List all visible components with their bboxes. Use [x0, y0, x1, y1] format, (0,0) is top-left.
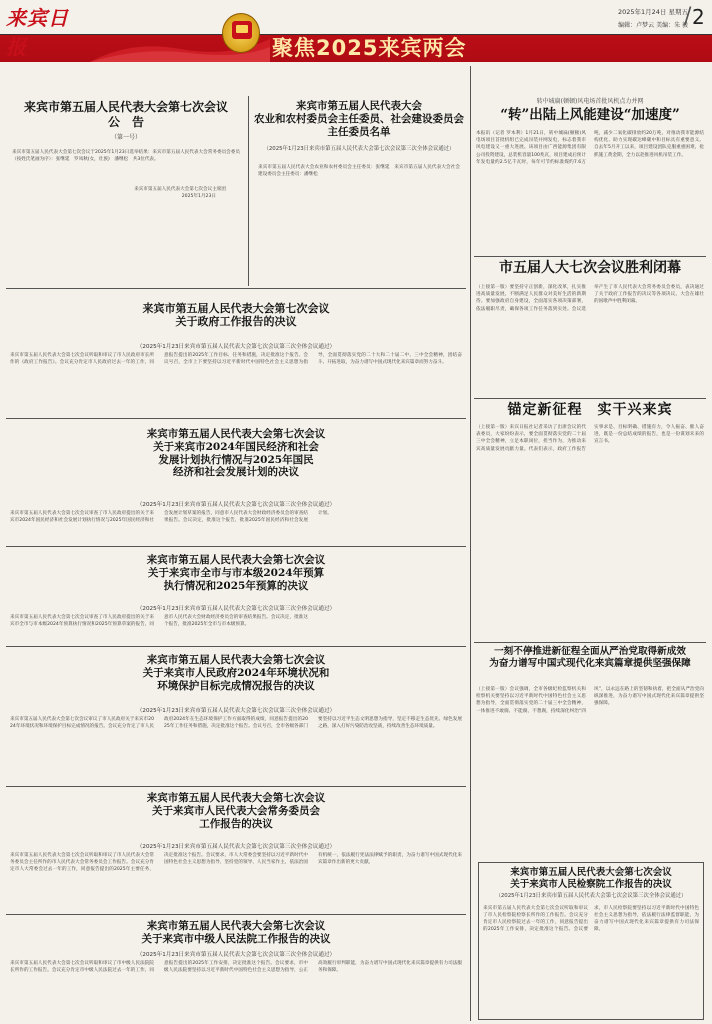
article-title: 一刻不停推进新征程全面从严治党取得新成效 [494, 646, 686, 657]
article-header [474, 646, 706, 682]
article-title: 锚定新征程 实干兴来宾 [507, 402, 673, 418]
npc-emblem-icon [222, 13, 260, 53]
article-body: （上接第一版）会议强调，全市各级纪检监察机关和检察机关要坚持以习近平新时代中国特色社会主义思想为指导，全面贯彻落实党的二十届三中全会精神，一体推进不敢腐、不能腐、不想腐，持续深化纠治“四风”，以永远在路上的坚韧和执着，把全面从严治党向纵深推进，为奋力谱写中国式现代化来宾篇章提供坚强保障。 [476, 687, 704, 714]
section-rule [6, 914, 466, 915]
article-title: 来宾市第五届人民代表大会第七次会议 [510, 867, 672, 878]
article-committee-list [252, 96, 466, 286]
signature-date: 2025年1月23日 [181, 193, 216, 199]
article-title: 环境保护目标完成情况报告的决议 [157, 679, 315, 692]
article-note: （2025年1月23日来宾市第五届人民代表大会第七次会议第三次全体会议通过） [136, 606, 336, 612]
article-title: 关于来宾市中级人民法院工作报告的决议 [141, 932, 331, 945]
date-line: 2025年1月24日 星期五 [617, 8, 688, 16]
article-title: 公 告 [107, 114, 144, 129]
article-title: 来宾市第五届人民代表大会第七次会议 [146, 792, 326, 804]
article-body: 来宾市第五届人民代表大会第七次会议审查了市人民政府提出的关于来宾市2024年国民经济和社会发展计划执行情况与2025年国民经济和社会发展计划草案的报告，同意市人民代表大会财政经济委员会的审查结果报告。会议决定，批准这个报告，批准2025年国民经济和社会发展计划。 [10, 511, 332, 524]
article-body: 来宾市第五届人民代表大会第七次会议听取和审议了市人民检察院检察长所作的工作报告。会议充分肯定市人民检察院过去一年的工作，同意报告提出的2025年工作安排，决定批准这个报告。会议要求，市人民检察院要坚持以习近平新时代中国特色社会主义思想为指导，依法履行法律监督职能，为奋力谱写中国式现代化来宾篇章提供有力司法保障。 [483, 905, 699, 933]
article-title: 来宾市第五届人民代表大会第七次会议 [146, 554, 326, 566]
article-title: 执行情况和2025年预算的决议 [163, 579, 309, 592]
page-slash: / [684, 4, 692, 29]
article-body: 来宾市第五届人民代表大会第七次会议听取和审议了市人民代表大会常务委员会主任所作的市人民代表大会常务委员会工作报告。会议充分肯定市人大常委会过去一年的工作，同意报告提出的2025年主要任务，决定批准这个报告。会议要求，市人大常委会要坚持以习近平新时代中国特色社会主义思想为指导，坚持党的领导、人民当家作主、依法治国有机统一，依法履行宪法法律赋予的职责，为奋力谱写中国式现代化来宾篇章作出新的更大贡献。 [10, 853, 462, 873]
article-note: （2025年1月23日来宾市第五届人民代表大会第七次会议第三次全体会议通过） [136, 502, 336, 508]
article-header [6, 550, 466, 612]
article-note: （2025年1月23日来宾市第五届人民代表大会第七次会议第三次全体会议通过） [263, 146, 455, 153]
section-rule [6, 786, 466, 787]
article-box [478, 862, 704, 1020]
article-body: 来宾市第五届人民代表大会第七次会议听取和审议了市人民政府市长所作的《政府工作报告》。会议充分肯定市人民政府过去一年的工作，同意报告提出的2025年工作目标、任务和措施，决定批准这个报告。会议号召，全市上下要坚持以习近平新时代中国特色社会主义思想为指导，全面贯彻落实党的二十大和二十届二中、三中全会精神，团结奋斗、开拓进取，为奋力谱写中国式现代化来宾篇章而努力奋斗。 [10, 353, 462, 366]
article-body: 来宾市第五届人民代表大会第七次会议听取和审议了市中级人民法院院长所作的工作报告。会议充分肯定市中级人民法院过去一年的工作，同意报告提出的2025年工作安排，决定批准这个报告。会议要求，市中级人民法院要坚持以习近平新时代中国特色社会主义思想为指导，公正高效履行审判职能，为奋力谱写中国式现代化来宾篇章提供有力司法服务和保障。 [10, 961, 462, 974]
article-title: 经济和社会发展计划的决议 [173, 466, 299, 479]
article-title: 关于政府工作报告的决议 [175, 315, 297, 329]
article-title: 来宾市第五届人民代表大会第七次会议 [23, 100, 228, 114]
section-rule [474, 256, 706, 257]
section-rule [474, 642, 706, 643]
banner-title: 聚焦2025来宾两会 [272, 36, 467, 60]
article-title: 工作报告的决议 [199, 817, 273, 830]
article-note: （2025年1月23日来宾市第五届人民代表大会第七次会议第三次全体会议通过） [136, 844, 336, 850]
article-header [6, 790, 466, 842]
article-title: 发展计划执行情况与2025年国民 [158, 453, 314, 466]
signature-org: 来宾市第五届人民代表大会第七次会议主席团 [134, 186, 226, 192]
article-title: 关于来宾市人民代表大会常务委员会 [152, 804, 320, 817]
article-title: 农业和农村委员会主任委员、社会建设委员会 [254, 112, 464, 125]
article-title: “转”出陆上风能建设“加速度” [500, 107, 680, 123]
section-rule [6, 646, 466, 647]
column-rule [248, 96, 249, 286]
article-header [6, 422, 466, 498]
article-header [6, 650, 466, 706]
article-note: （2025年1月23日来宾市第五届人民代表大会第七次会议第三次全体会议通过） [495, 893, 687, 900]
section-rule [6, 288, 466, 289]
article-body: 来宾市第五届人民代表大会第七次会议审查了市人民政府提出的关于来宾市全市与市本级2024年预算执行情况和2025年预算草案的报告，同意市人民代表大会财政经济委员会的审查结果报告。会议决定，批准这个报告，批准2025年全市与市本级预算。 [10, 615, 308, 628]
article-body: （上接第一版）来宾日报社记者采访了出席会议的代表委员，大家纷纷表示，要全面贯彻落实党的二十届三中全会精神，立足本职岗位，担当作为，为推动来宾高质量发展贡献力量。代表们表示，政府工作报告实事求是、目标明确、措施有力，令人振奋、催人奋进，既是一份总结成绩的报告，也是一份谋划未来的宣言书。 [476, 425, 704, 452]
article-title: 关于来宾市全市与市本级2024年预算 [147, 566, 325, 579]
article-title: 来宾市第五届人民代表大会第七次会议 [142, 302, 330, 315]
article-title: 关于来宾市2024年国民经济和社会 [153, 440, 319, 453]
article-body: 来宾市第五届人民代表大会第七次会议于2025年1月23日选举结果：来宾市第五届人民代表大会常务委员会委员（按姓氏笔画为序）：张继延 罗凤秋(女，壮族) 潘继松 共3位代表。 [12, 150, 240, 163]
paper-name: 来宾日报 [6, 6, 69, 59]
page-number: 2 [692, 5, 705, 29]
section-rule [474, 398, 706, 399]
article-note: （2025年1月23日来宾市第五届人民代表大会第七次会议第三次全体会议通过） [136, 708, 336, 714]
article-note: （2025年1月23日来宾市第五届人民代表大会第七次会议第三次全体会议通过） [136, 344, 336, 350]
article-title: 关于来宾市人民检察院工作报告的决议 [510, 878, 672, 890]
editor-line: 编辑：卢梦云 美编：朱 毅 [618, 22, 688, 29]
article-title: 市五届人大七次会议胜利闭幕 [499, 260, 681, 276]
article-header [6, 918, 466, 952]
section-rule [6, 546, 466, 547]
article-title: 来宾市第五届人民代表大会第七次会议 [146, 654, 326, 666]
article-title: 主任委员名单 [327, 125, 391, 138]
article-body: （上接第一版）要坚持守正创新，深化改革，扎实推进高质量发展，不断满足人民群众对美好生活的新期待。要加强政府自身建设，全面落实各项决策部署，依法履职尽责，确保各项工作任务落到实处。会议选举产生了市人民代表大会常务委员会委员，表决通过了关于政府工作报告的决议等各项决议。大会在雄壮的国歌声中胜利闭幕。 [476, 285, 704, 312]
article-note: （2025年1月23日来宾市第五届人民代表大会第七次会议第三次全体会议通过） [136, 952, 336, 958]
article-header [6, 292, 466, 342]
section-rule [6, 418, 466, 419]
article-title: 关于来宾市人民政府2024年环境状况和 [142, 666, 330, 679]
article-kicker: 转中城扁(顿顿)风电场首批风机点力并网 [536, 98, 644, 105]
article-subtitle: （第一号） [110, 134, 141, 142]
article-title: 来宾市第五届人民代表大会第七次会议 [146, 920, 326, 932]
article-body: 来宾市第五届人民代表大会农业和农村委员会主任委员：张继延 来宾市第五届人民代表大会社会建设委员会主任委员：潘继松 [258, 164, 460, 178]
article-announcement [6, 96, 246, 286]
column-rule [470, 66, 471, 1021]
article-body: 本报讯（记者 罗本利）1月21日，转中城扁(顿顿)风电场项目首批机组已完成吊装并网发电，标志着我市风电建设又一重大进展。该项目由广西能源集团有限公司投资建设，总装机容量100兆瓦，项目建成后预计年发电量约2.5亿千瓦时，每年可节约标准煤约7.6万吨，减少二氧化碳排放约20万吨，对推动我市能源结构优化、助力实现碳达峰碳中和目标具有重要意义。自去年5月开工以来，项目建设团队克服重重困难，抢抓施工黄金期，全力以赴推进风机吊装工作。 [476, 131, 704, 165]
article-title: 来宾市第五届人民代表大会第七次会议 [146, 428, 326, 440]
article-title: 为奋力谱写中国式现代化来宾篇章提供坚强保障 [489, 657, 691, 669]
article-title: 来宾市第五届人民代表大会 [296, 100, 422, 112]
article-body: 来宾市第五届人民代表大会第七次会议审议了市人民政府关于来宾市2024年环境状况和环境保护目标完成情况的报告。会议充分肯定了市人民政府2024年在生态环境保护工作方面取得的成绩，同意报告提出的2025年工作任务和措施，决定批准这个报告。会议号召，全市各级各部门要坚持以习近平生态文明思想为指导，坚定不移走生态优先、绿色发展之路，深入打好污染防治攻坚战，持续改善生态环境质量。 [10, 717, 462, 730]
